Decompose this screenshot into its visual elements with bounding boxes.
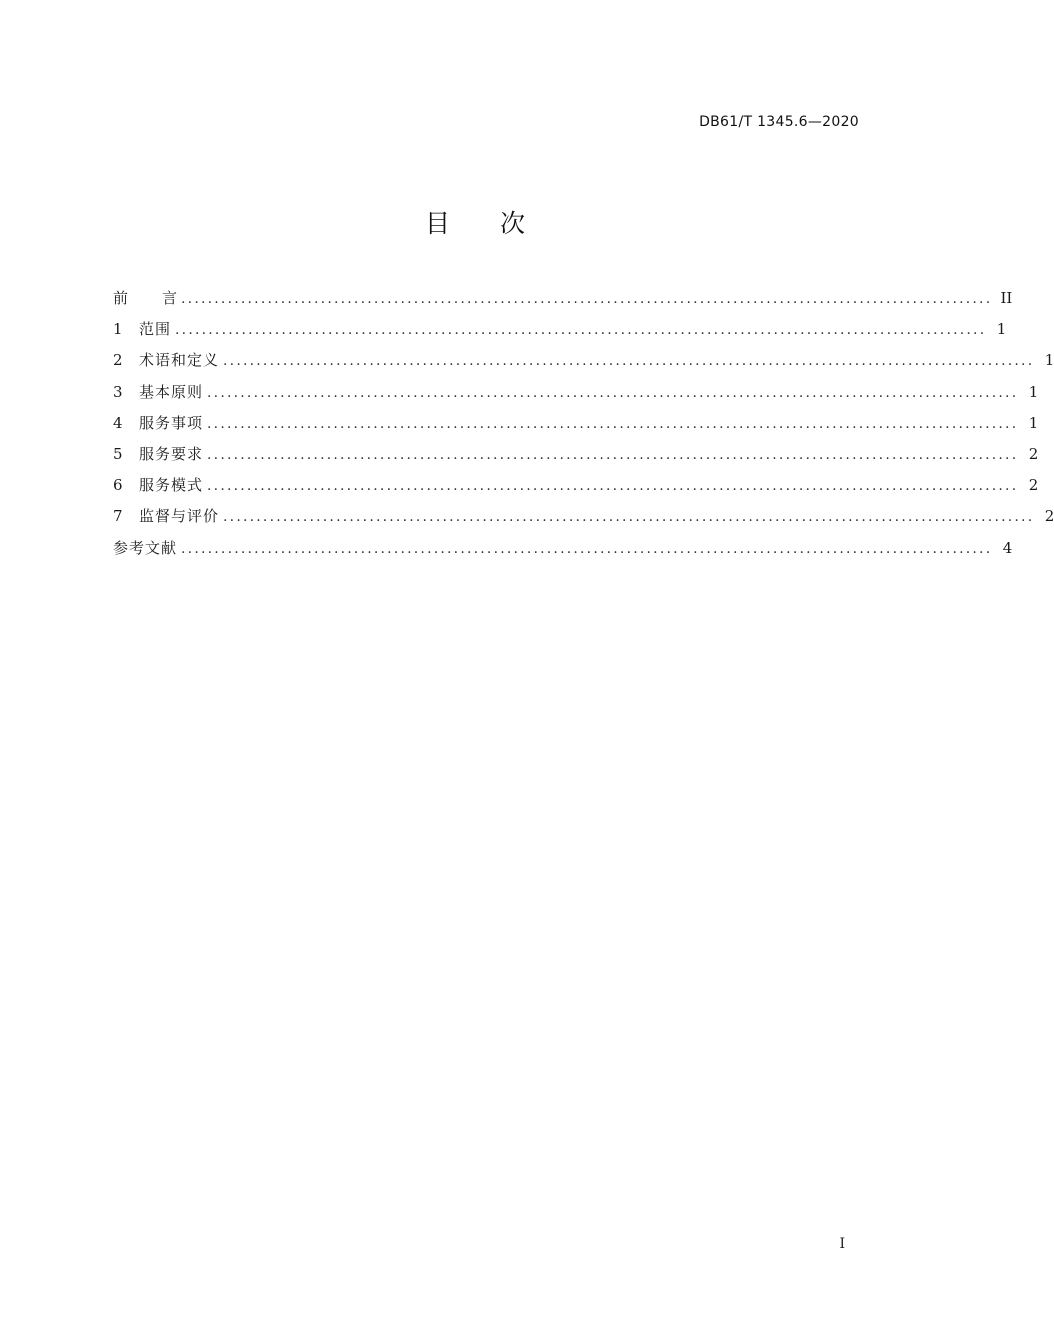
toc-entry-page: 1 — [996, 320, 1007, 339]
toc-leader-dots: .......................................................................................................................... — [181, 291, 993, 307]
toc-entry-label: 基本原则 — [139, 382, 204, 401]
toc-entry-label: 范围 — [139, 320, 172, 339]
toc-entry-supervision[interactable] — [113, 505, 1054, 536]
toc-entry-page: 2 — [1028, 444, 1039, 463]
toc-entry-terms[interactable] — [113, 349, 1054, 380]
toc-entry-label: 前 言 — [113, 289, 178, 307]
toc-entry-scope[interactable] — [113, 318, 1007, 349]
toc-entry-page: 1 — [1044, 351, 1054, 370]
toc-entry-page: 1 — [1028, 382, 1039, 401]
toc-entry-service-mode[interactable] — [113, 474, 1039, 505]
toc-entry-foreword[interactable] — [113, 287, 1013, 318]
toc-leader-dots: .......................................................................................................................... — [223, 353, 1035, 370]
toc-entry-label: 参考文献 — [113, 538, 178, 557]
toc-entry-page: 2 — [1028, 476, 1039, 495]
standard-code: DB61/T 1345.6—2020 — [699, 114, 859, 130]
toc-entry-principles[interactable] — [113, 381, 1039, 412]
toc-entry-label: 术语和定义 — [139, 351, 220, 370]
toc-leader-dots: .......................................................................................................................... — [207, 384, 1019, 401]
toc-title — [0, 204, 950, 240]
toc-leader-dots: .......................................................................................................................... — [207, 415, 1019, 432]
toc-entry-label: 服务要求 — [139, 444, 204, 463]
toc-title-char-2: 次 — [500, 209, 526, 238]
toc-leader-dots: .......................................................................................................................... — [207, 446, 1019, 463]
toc-entry-number: 1 — [113, 320, 123, 339]
toc-entry-page: 2 — [1044, 507, 1054, 526]
toc-entry-number: 2 — [113, 351, 123, 370]
toc-entry-page: 1 — [1028, 413, 1039, 432]
toc-entry-number: 6 — [113, 476, 123, 495]
toc-list — [113, 287, 1054, 568]
toc-leader-dots: .......................................................................................................................... — [181, 540, 993, 557]
toc-entry-page: II — [1000, 289, 1013, 307]
toc-entry-label: 监督与评价 — [139, 507, 220, 526]
toc-entry-number: 4 — [113, 413, 123, 432]
toc-entry-label: 服务事项 — [139, 413, 204, 432]
toc-leader-dots: .......................................................................................................................... — [207, 478, 1019, 495]
toc-leader-dots: .......................................................................................................................... — [223, 509, 1035, 526]
toc-entry-page: 4 — [1002, 538, 1013, 557]
toc-entry-service-items[interactable] — [113, 412, 1039, 443]
toc-entry-label: 服务模式 — [139, 476, 204, 495]
page-number: I — [839, 1236, 845, 1252]
toc-entry-references[interactable] — [113, 537, 1013, 568]
toc-entry-number: 5 — [113, 444, 123, 463]
toc-entry-number: 3 — [113, 382, 123, 401]
toc-entry-number: 7 — [113, 507, 123, 526]
toc-leader-dots: .......................................................................................................................... — [175, 322, 987, 339]
toc-title-char-1: 目 — [424, 209, 450, 238]
toc-entry-service-requirements[interactable] — [113, 443, 1039, 474]
